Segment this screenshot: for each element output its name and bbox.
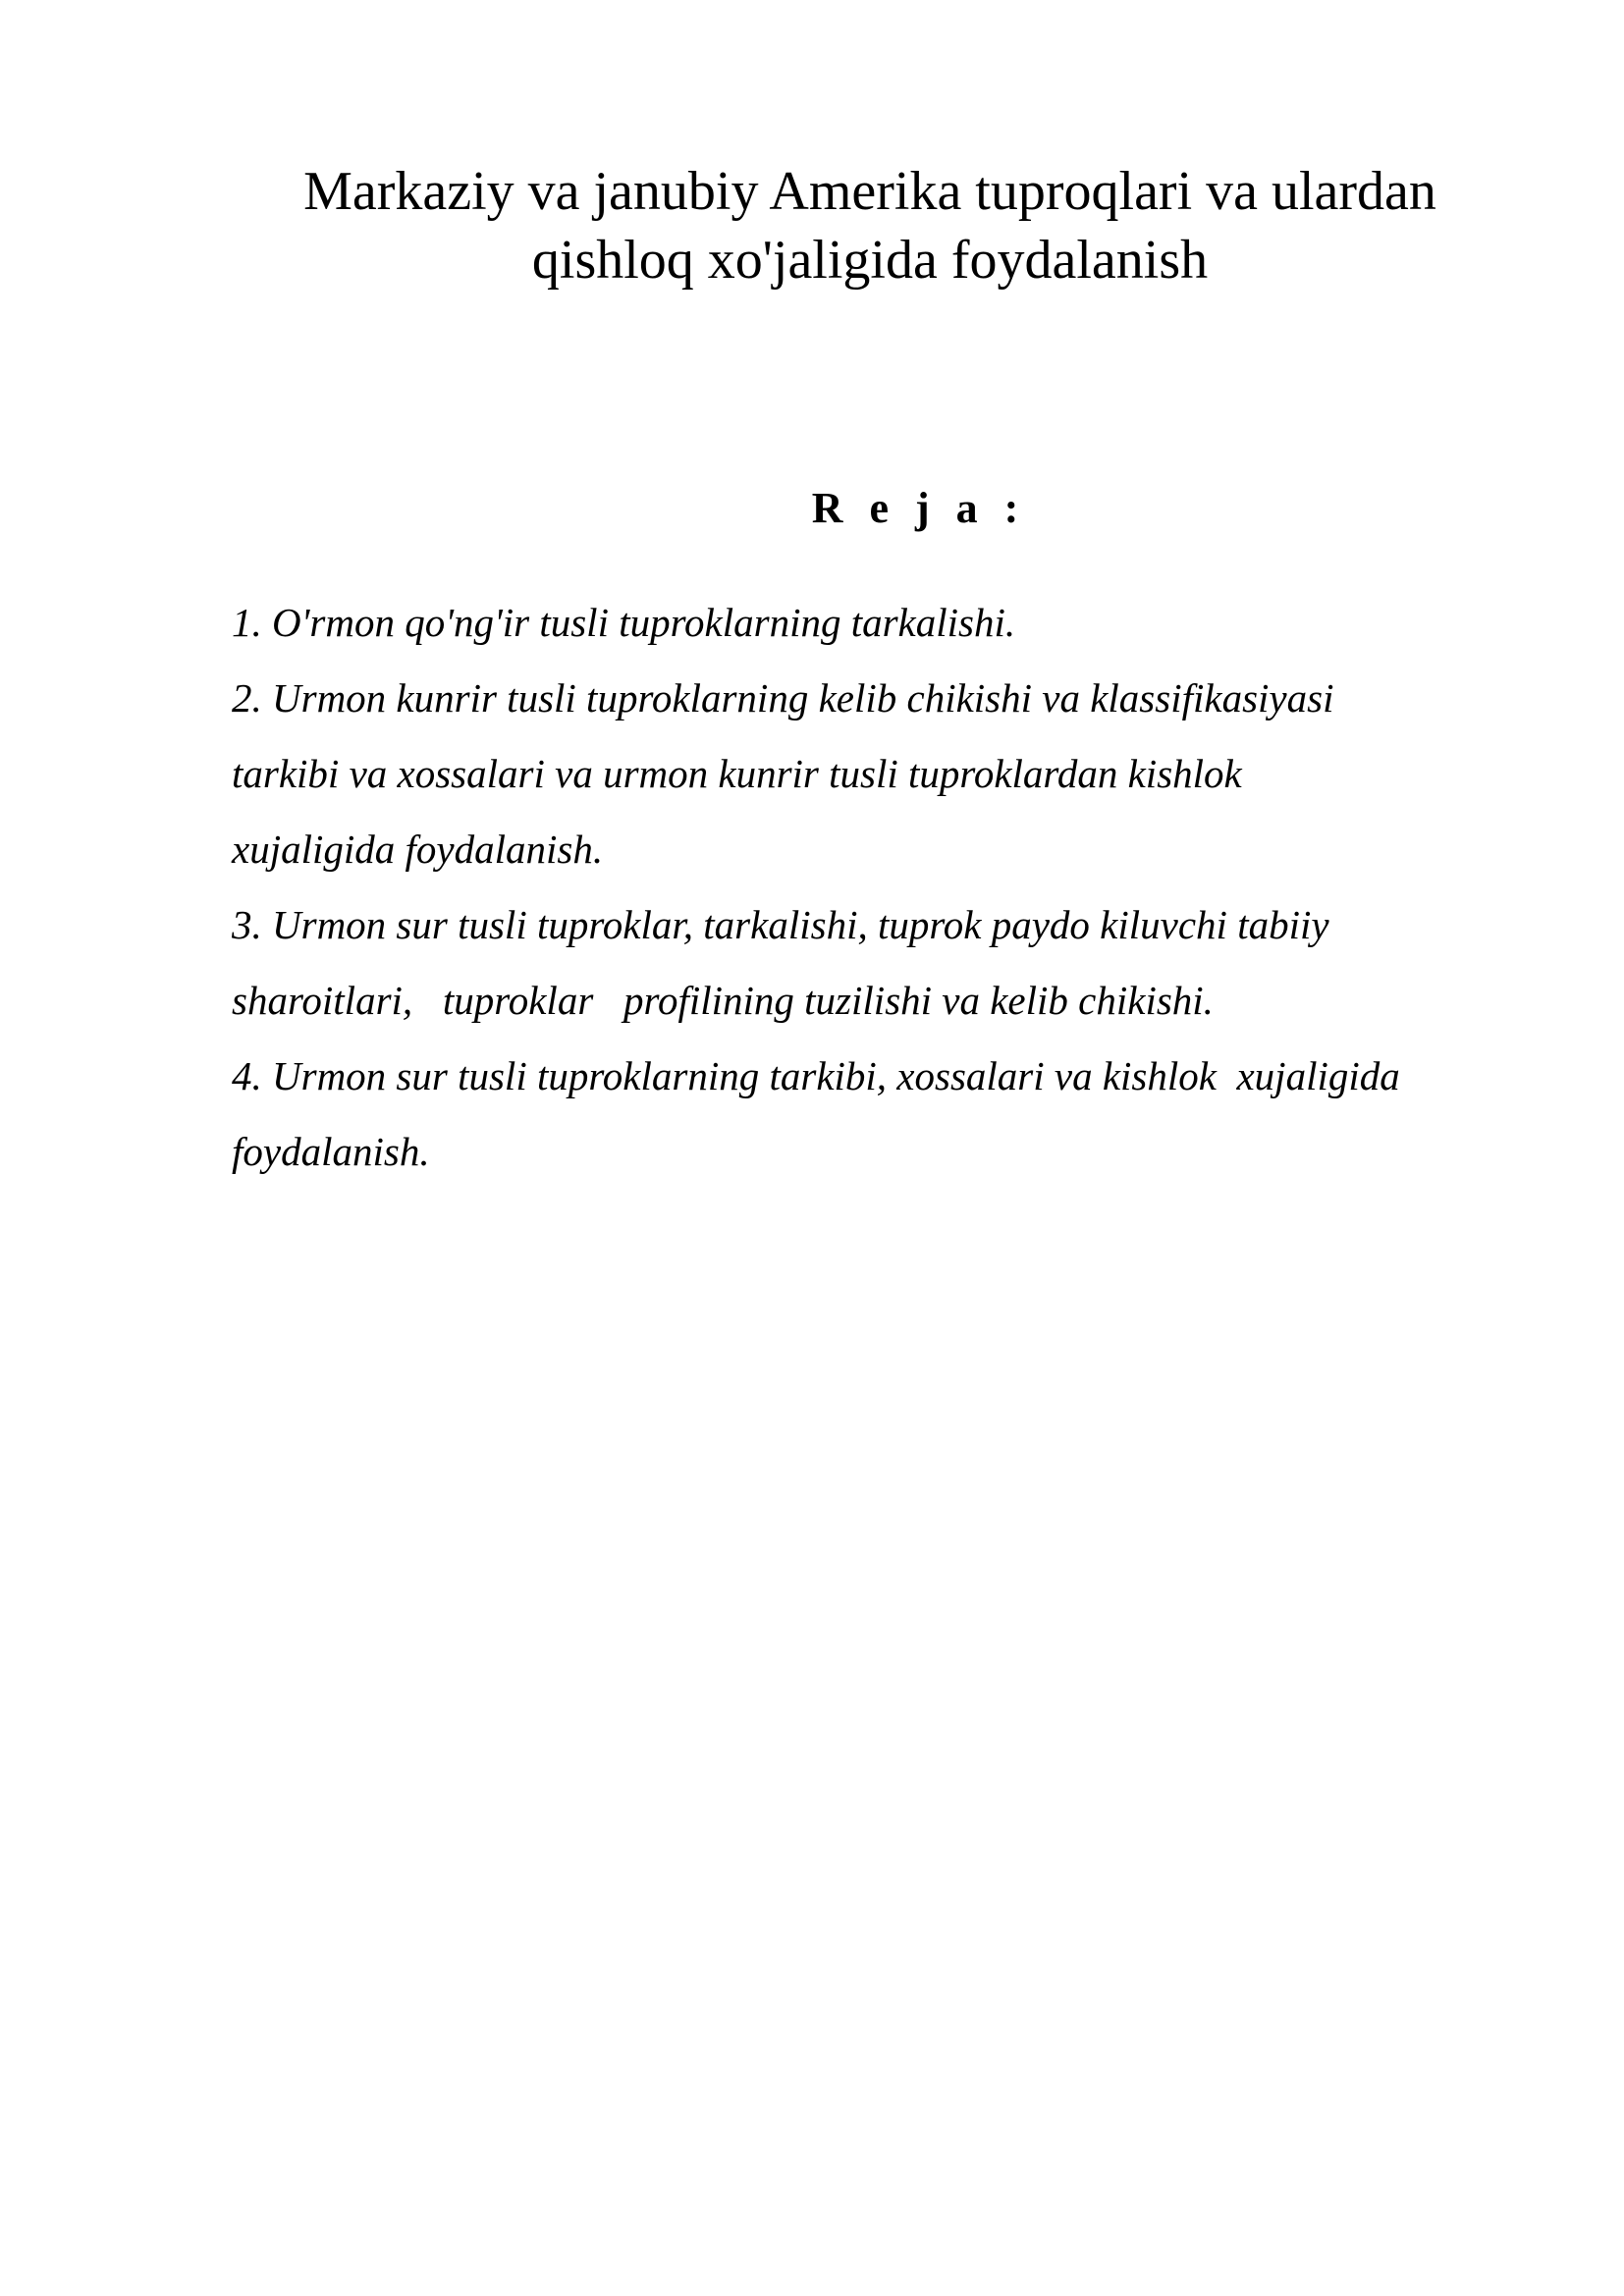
plan-line: tarkibi va xossalari va urmon kunrir tusli tuproklardan kishlok: [232, 751, 1242, 796]
plan-line: 1. O'rmon qo'ng'ir tusli tuproklarning tarkalishi.: [232, 600, 1016, 645]
plan-line: 2. Urmon kunrir tusli tuproklarning kelib chikishi va klassifikasiyasi: [232, 675, 1334, 721]
document-title-line-1: Markaziy va janubiy Amerika tuproqlari va ulardan: [303, 161, 1436, 222]
plan-line: foydalanish.: [232, 1129, 430, 1174]
plan-list: [232, 585, 1518, 1190]
plan-line: sharoitlari, tuproklar profilining tuzilishi va kelib chikishi.: [232, 978, 1214, 1023]
document-title: [232, 157, 1508, 294]
plan-line: 3. Urmon sur tusli tuproklar, tarkalishi, tuprok paydo kiluvchi tabiiy: [232, 902, 1329, 947]
plan-heading: R e j a :: [811, 484, 1027, 532]
plan-line: xujaligida foydalanish.: [232, 827, 604, 872]
document-title-line-2: qishloq xo'jaligida foydalanish: [531, 230, 1209, 291]
plan-line: 4. Urmon sur tusli tuproklarning tarkibi, xossalari va kishlok xujaligida: [232, 1053, 1400, 1098]
